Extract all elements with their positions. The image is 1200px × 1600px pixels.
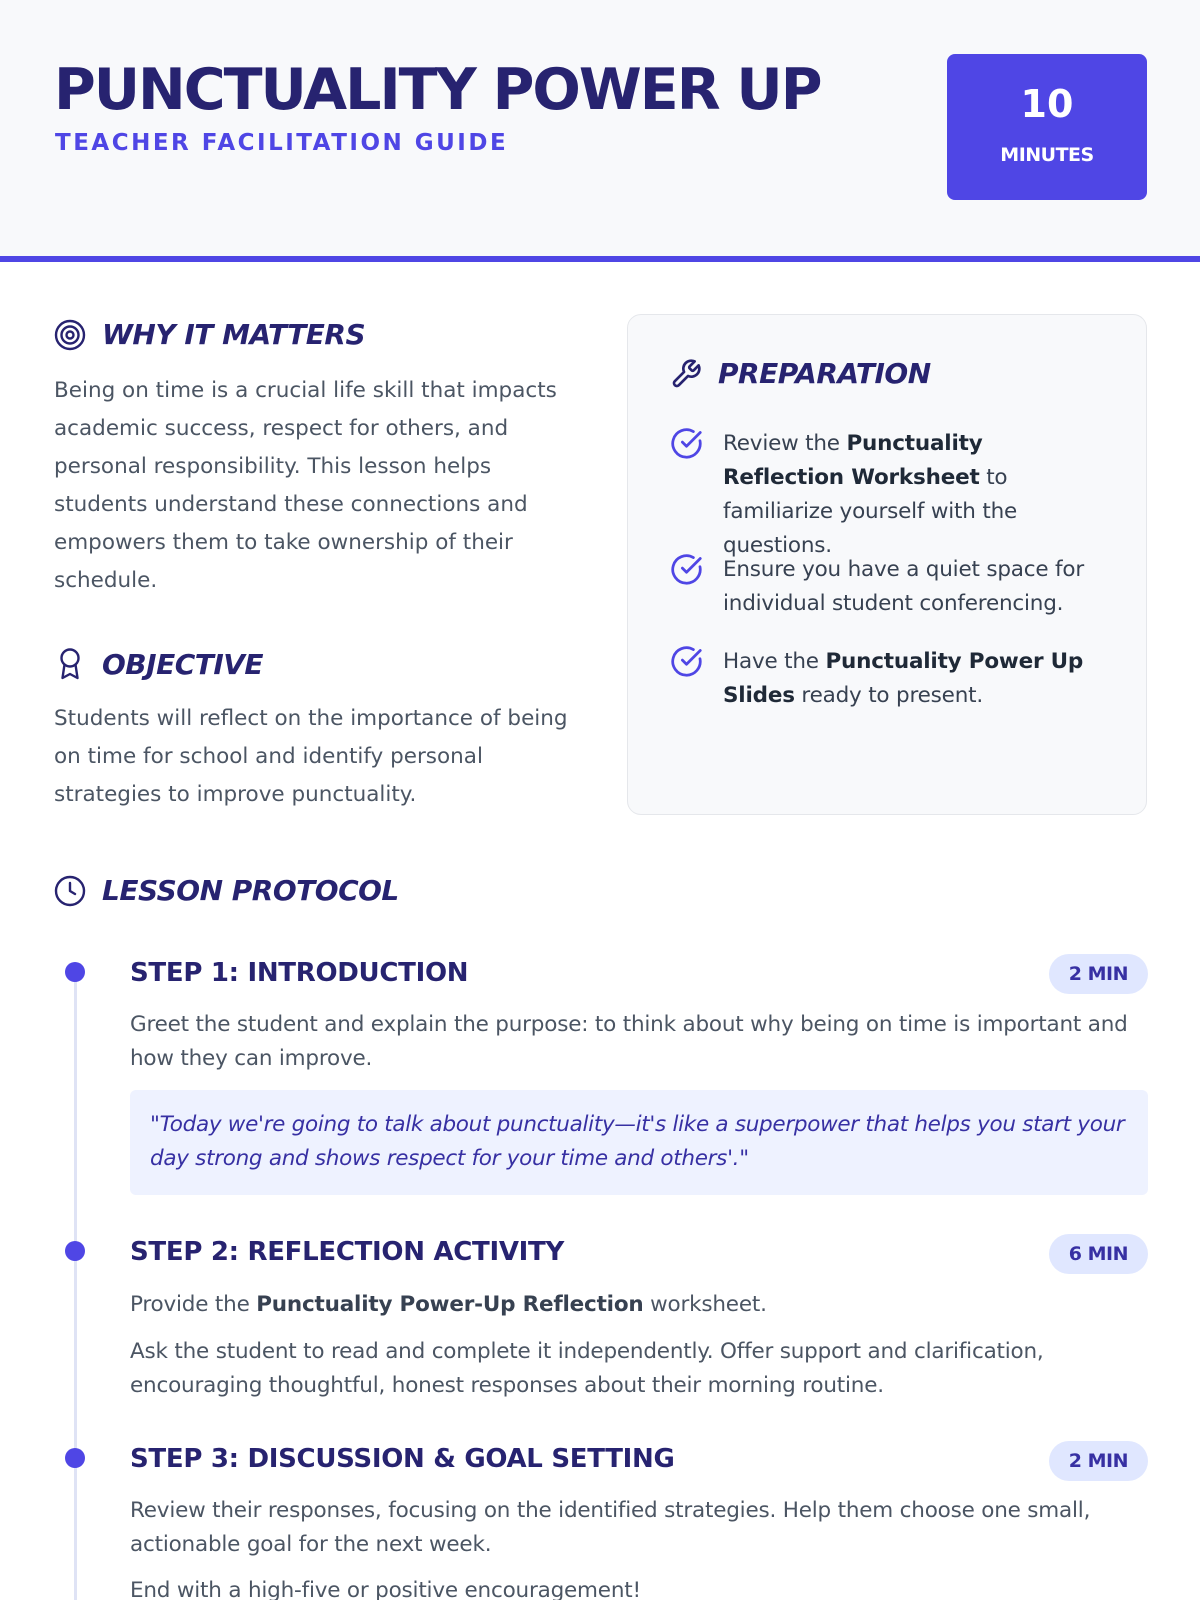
duration-unit: MINUTES <box>1000 144 1094 166</box>
objective-text: Students will reflect on the importance of being on time for school and identify personal strategies to improve punctuality. <box>54 706 568 807</box>
why-heading <box>54 318 365 351</box>
protocol-heading-label: LESSON PROTOCOL <box>102 874 399 907</box>
award-icon <box>54 647 86 681</box>
page-subtitle: TEACHER FACILITATION GUIDE <box>55 130 509 156</box>
prep-item-text: Have the Punctuality Power Up Slides ready to present. <box>723 649 1084 708</box>
timeline-dot <box>65 1448 85 1468</box>
step-text: Review their responses, focusing on the identified strategies. Help them choose one small, actionable goal for the next week. <box>130 1498 1091 1557</box>
prep-item <box>670 553 1110 621</box>
step-text: End with a high-five or positive encouragement! <box>130 1578 641 1600</box>
prep-item <box>670 427 1110 563</box>
step-title: STEP 3: DISCUSSION & GOAL SETTING <box>130 1444 675 1474</box>
page-title: PUNCTUALITY POWER UP <box>54 57 821 123</box>
time-badge: 2 MIN <box>1049 1441 1148 1481</box>
preparation-heading-label: PREPARATION <box>718 357 931 390</box>
duration-value: 10 <box>1020 82 1074 126</box>
script-quote: "Today we're going to talk about punctuality—it's like a superpower that helps you start your day strong and shows respect for your time and others'." <box>130 1090 1148 1195</box>
prep-item-text: Review the Punctuality Reflection Worksheet to familiarize yourself with the questions. <box>723 431 1018 558</box>
check-circle-icon <box>670 553 703 586</box>
target-icon <box>54 319 86 351</box>
timeline-line <box>74 970 77 1600</box>
preparation-card <box>627 314 1147 815</box>
clock-icon <box>54 875 86 907</box>
step-title: STEP 1: INTRODUCTION <box>130 958 469 988</box>
prep-item <box>670 645 1110 713</box>
check-circle-icon <box>670 427 703 460</box>
step-title: STEP 2: REFLECTION ACTIVITY <box>130 1237 565 1267</box>
time-badge: 2 MIN <box>1049 954 1148 994</box>
step-text: Provide the Punctuality Power-Up Reflection worksheet. <box>130 1292 767 1317</box>
timeline-dot <box>65 1241 85 1261</box>
protocol-heading <box>54 874 399 907</box>
objective-heading-label: OBJECTIVE <box>102 647 264 681</box>
preparation-heading <box>670 357 931 390</box>
step-text: Greet the student and explain the purpose: to think about why being on time is important and how they can improve. <box>130 1012 1128 1071</box>
duration-badge <box>947 54 1147 200</box>
time-badge: 6 MIN <box>1049 1234 1148 1274</box>
step-text: Ask the student to read and complete it independently. Offer support and clarification, encouraging thoughtful, honest responses about their morning routine. <box>130 1339 1044 1398</box>
why-heading-label: WHY IT MATTERS <box>102 318 366 351</box>
wrench-icon <box>670 358 702 390</box>
timeline-dot <box>65 962 85 982</box>
header <box>0 0 1200 262</box>
check-circle-icon <box>670 645 703 678</box>
objective-heading <box>54 647 263 681</box>
prep-item-text: Ensure you have a quiet space for individual student conferencing. <box>723 557 1085 616</box>
why-text: Being on time is a crucial life skill that impacts academic success, respect for others, and personal responsibility. This lesson helps students understand these connections and empowers them to take ownership of their schedule. <box>54 378 557 593</box>
